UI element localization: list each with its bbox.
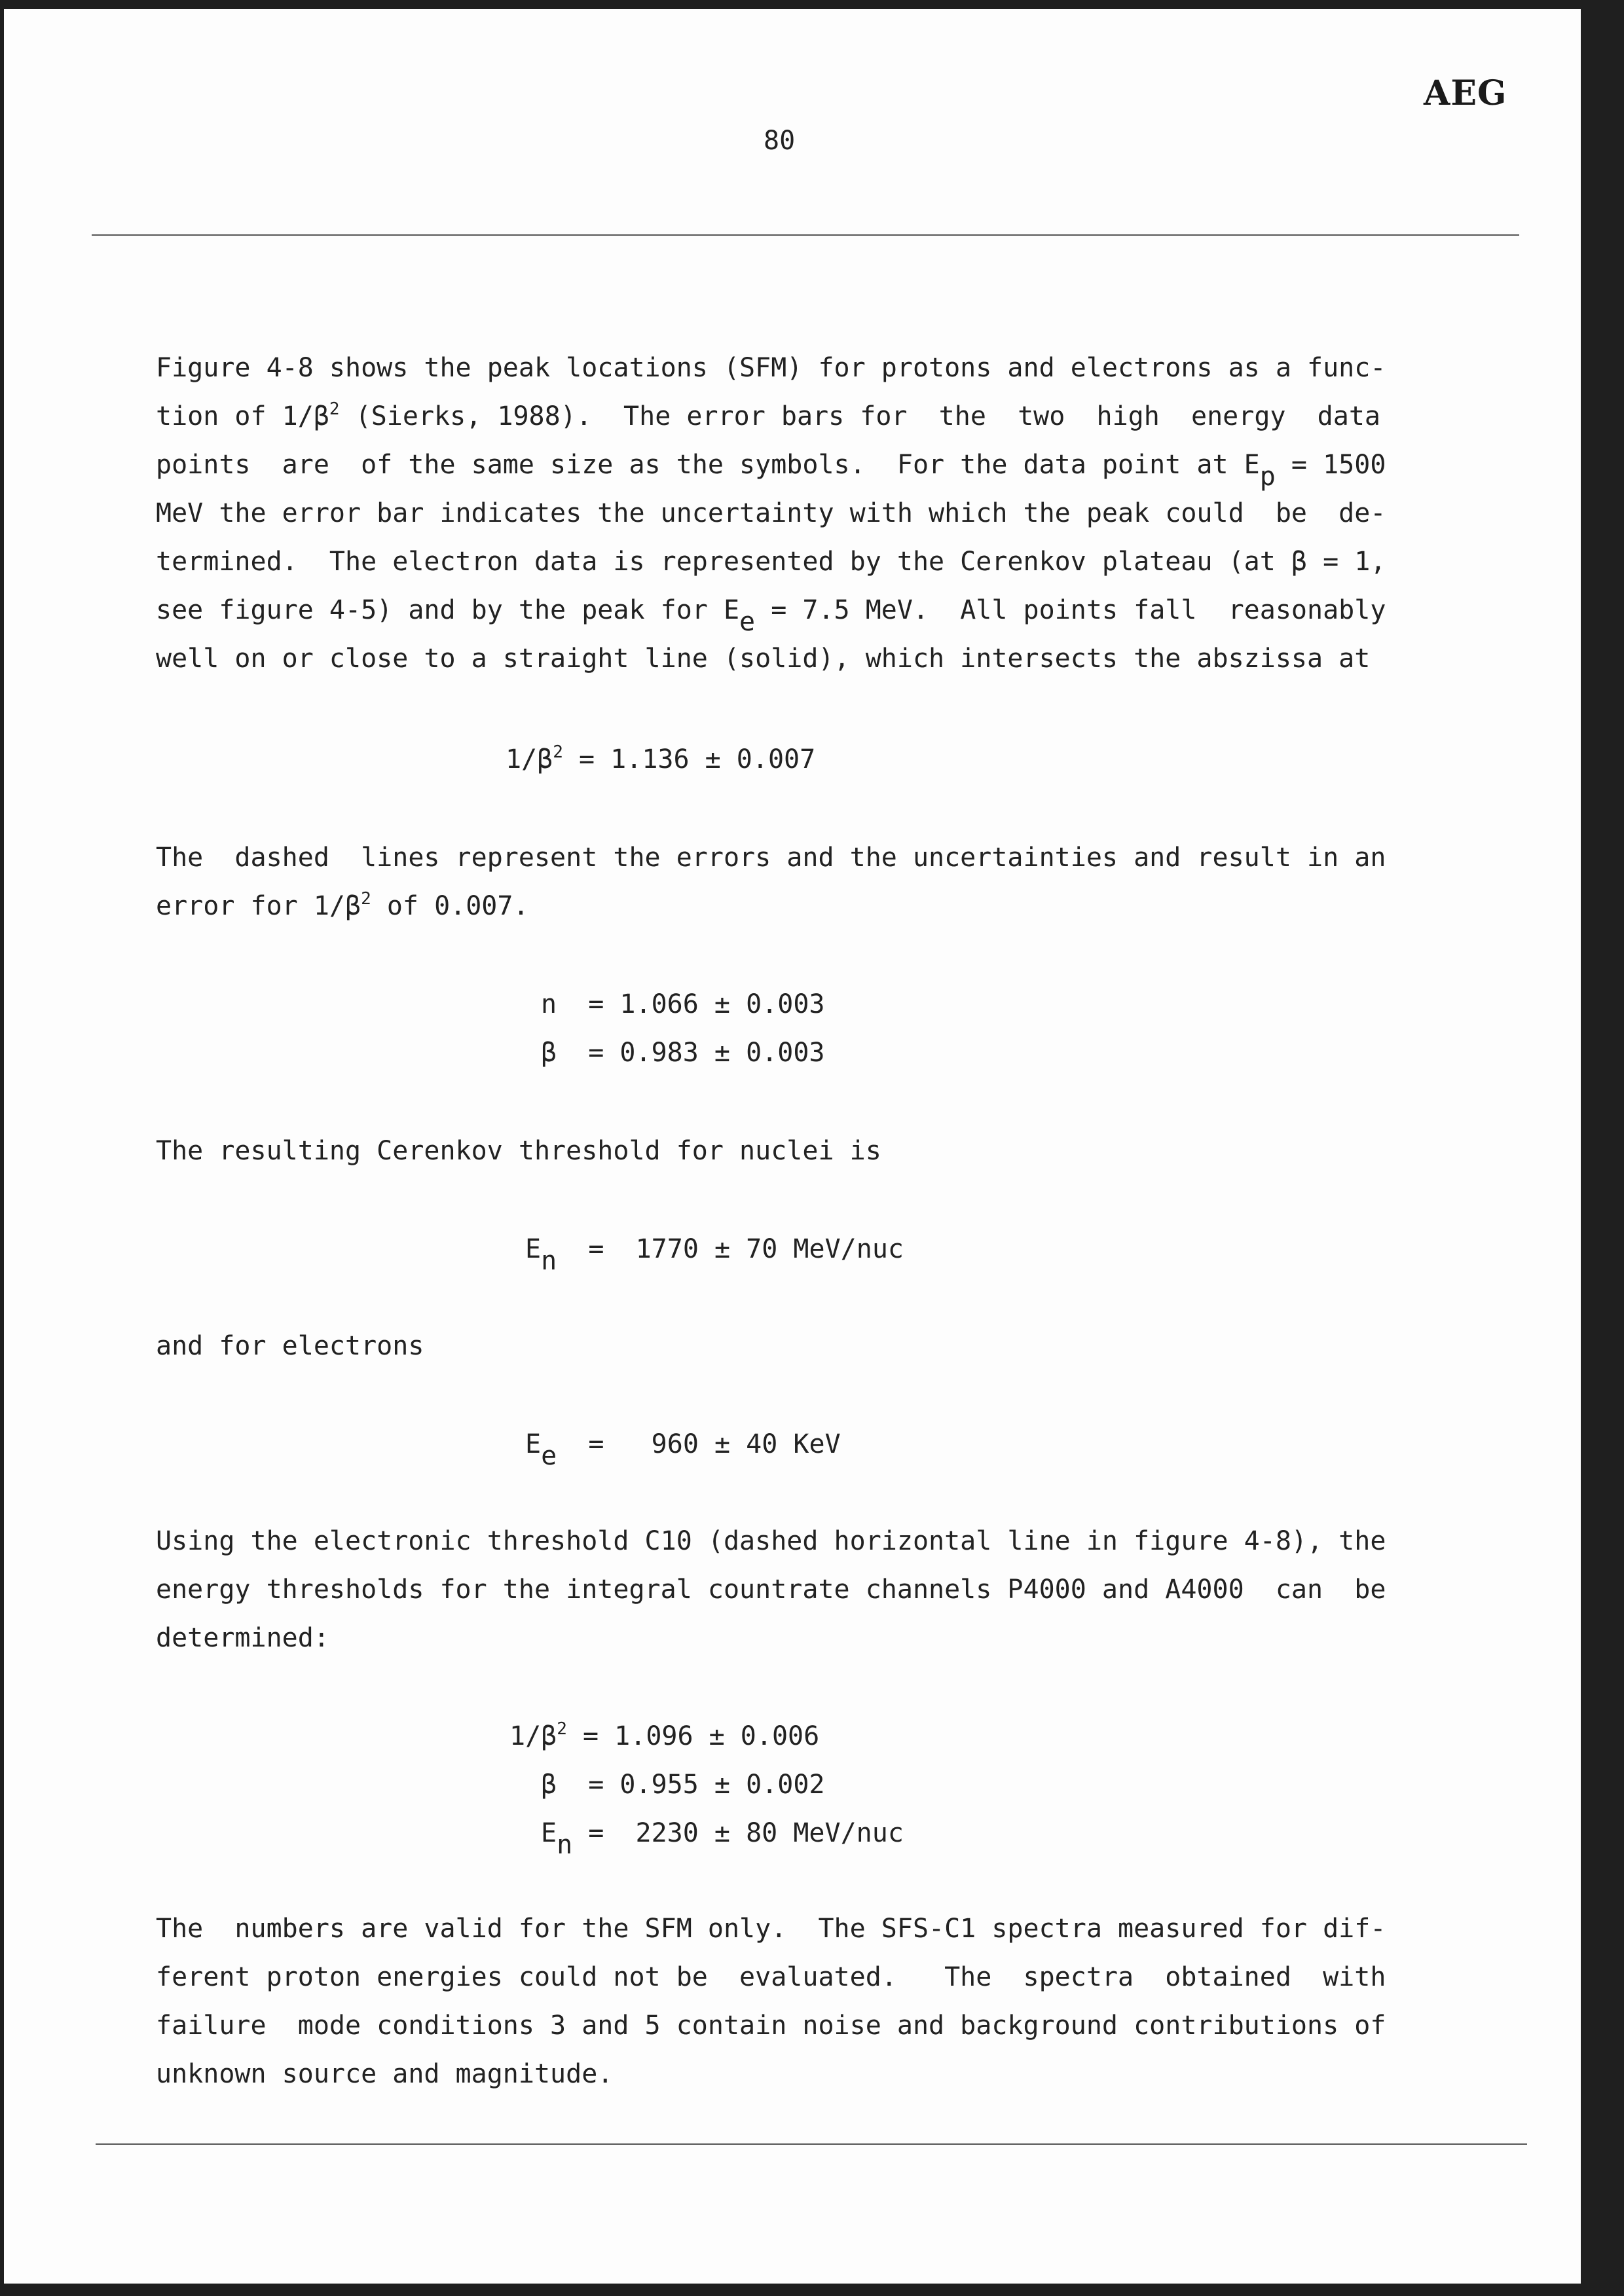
- para1-line6: see figure 4-5) and by the peak for $E_e = 7.5$ MeV. All points fall reasonably: [156, 595, 1386, 637]
- equation-beta: β = 0.983 ± 0.003: [541, 1038, 825, 1068]
- equation-Ee-electrons: $E_e = 960 \pm 40$ KeV: [525, 1429, 841, 1471]
- equation-En-threshold: $E_n = 2230 \pm 80$ MeV/nuc: [541, 1818, 904, 1860]
- header-rule: [92, 234, 1519, 236]
- equation-intersect: $1/\beta^2 = 1.136 \pm 0.007$: [506, 742, 816, 774]
- para6-line3: failure mode conditions 3 and 5 contain noise and background contributions of: [156, 2011, 1386, 2041]
- para1-line3: points are of the same size as the symbols. For the data point at $E_p = 1500$: [156, 450, 1386, 492]
- aeg-logo: AEG: [1424, 73, 1507, 113]
- para2-line2: error for $1/\beta^2$ of 0.007.: [156, 889, 529, 921]
- para1-line7: well on or close to a straight line (solid), which intersects the abszissa at: [156, 644, 1371, 674]
- para1-line2: tion of $1/\beta^2$ (Sierks, 1988). The error bars for the two high energy data: [156, 399, 1380, 431]
- footer-rule: [96, 2143, 1527, 2145]
- equation-En-nuclei: $E_n = 1770 \pm 70$ MeV/nuc: [525, 1234, 904, 1276]
- para3-line1: The resulting Cerenkov threshold for nuclei is: [156, 1136, 881, 1166]
- para6-line4: unknown source and magnitude.: [156, 2059, 614, 2089]
- para4-line1: and for electrons: [156, 1331, 424, 1361]
- page-number: 80: [764, 126, 796, 156]
- para2-line1: The dashed lines represent the errors and the uncertainties and result in an: [156, 843, 1386, 873]
- para5-line3: determined:: [156, 1623, 329, 1653]
- para1-line4: MeV the error bar indicates the uncertainty with which the peak could be de-: [156, 498, 1386, 528]
- equation-n: n = 1.066 ± 0.003: [541, 989, 825, 1019]
- para5-line2: energy thresholds for the integral countrate channels P4000 and A4000 can be: [156, 1575, 1386, 1605]
- para1-line1: Figure 4-8 shows the peak locations (SFM) for protons and electrons as a func-: [156, 353, 1386, 383]
- document-page: [4, 9, 1581, 2284]
- para1-line5: termined. The electron data is represented by the Cerenkov plateau (at β = 1,: [156, 547, 1386, 577]
- para6-line2: ferent proton energies could not be evaluated. The spectra obtained with: [156, 1962, 1386, 1992]
- equation-beta-threshold: β = 0.955 ± 0.002: [541, 1770, 825, 1800]
- para6-line1: The numbers are valid for the SFM only. The SFS-C1 spectra measured for dif-: [156, 1914, 1386, 1944]
- equation-inv-beta-sq: $1/\beta^2 = 1.096 \pm 0.006$: [509, 1719, 820, 1751]
- para5-line1: Using the electronic threshold C10 (dashed horizontal line in figure 4-8), the: [156, 1526, 1386, 1556]
